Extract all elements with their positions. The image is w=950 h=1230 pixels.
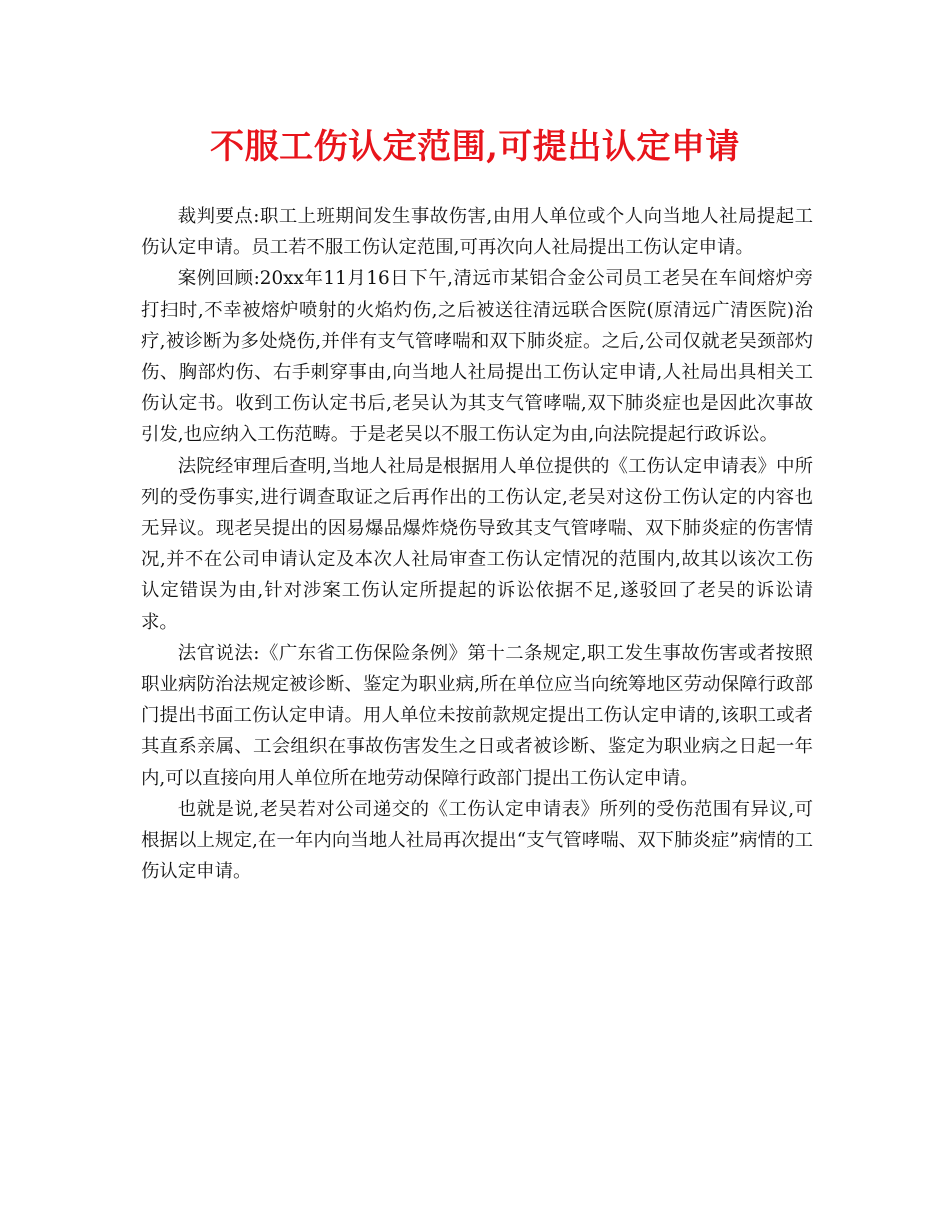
paragraph-court-findings: 法院经审理后查明,当地人社局是根据用人单位提供的《工伤认定申请表》中所列的受伤事实,进行调查取证之后再作出的工伤认定,老吴对这份工伤认定的内容也无异议。现老吴提出的因易爆品爆炸烧伤导致其支气管哮喘、双下肺炎症的伤害情况,并不在公司申请认定及本次人社局审查工伤认定情况的范围内,故其以该次工伤认定错误为由,针对涉案工伤认定所提起的诉讼依据不足,遂驳回了老吴的诉讼请求。 (141, 455, 813, 633)
paragraph-judgment-points: 裁判要点:职工上班期间发生事故伤害,由用人单位或个人向当地人社局提起工伤认定申请。员工若不服工伤认定范围,可再次向人社局提出工伤认定申请。 (141, 206, 813, 259)
document-body (141, 201, 813, 887)
document-title: 不服工伤认定范围,可提出认定申请 (210, 127, 740, 167)
paragraph-conclusion: 也就是说,老吴若对公司递交的《工伤认定申请表》所列的受伤范围有异议,可根据以上规定,在一年内向当地人社局再次提出“支气管哮喘、双下肺炎症”病情的工伤认定申请。 (141, 798, 813, 883)
paragraph-judge-explanation: 法官说法:《广东省工伤保险条例》第十二条规定,职工发生事故伤害或者按照职业病防治法规定被诊断、鉴定为职业病,所在单位应当向统筹地区劳动保障行政部门提出书面工伤认定申请。用人单位未按前款规定提出工伤认定申请的,该职工或者其直系亲属、工会组织在事故伤害发生之日或者被诊断、鉴定为职业病之日起一年内,可以直接向用人单位所在地劳动保障行政部门提出工伤认定申请。 (141, 642, 813, 789)
paragraph-case-review: 案例回顾:20xx年11月16日下午,清远市某铝合金公司员工老吴在车间熔炉旁打扫时,不幸被熔炉喷射的火焰灼伤,之后被送往清远联合医院(原清远广清医院)治疗,被诊断为多处烧伤,并伴有支气管哮喘和双下肺炎症。之后,公司仅就老吴颈部灼伤、胸部灼伤、右手刺穿事由,向当地人社局提出工伤认定申请,人社局出具相关工伤认定书。收到工伤认定书后,老吴认为其支气管哮喘,双下肺炎症也是因此次事故引发,也应纳入工伤范畴。于是老吴以不服工伤认定为由,向法院提起行政诉讼。 (141, 268, 813, 446)
